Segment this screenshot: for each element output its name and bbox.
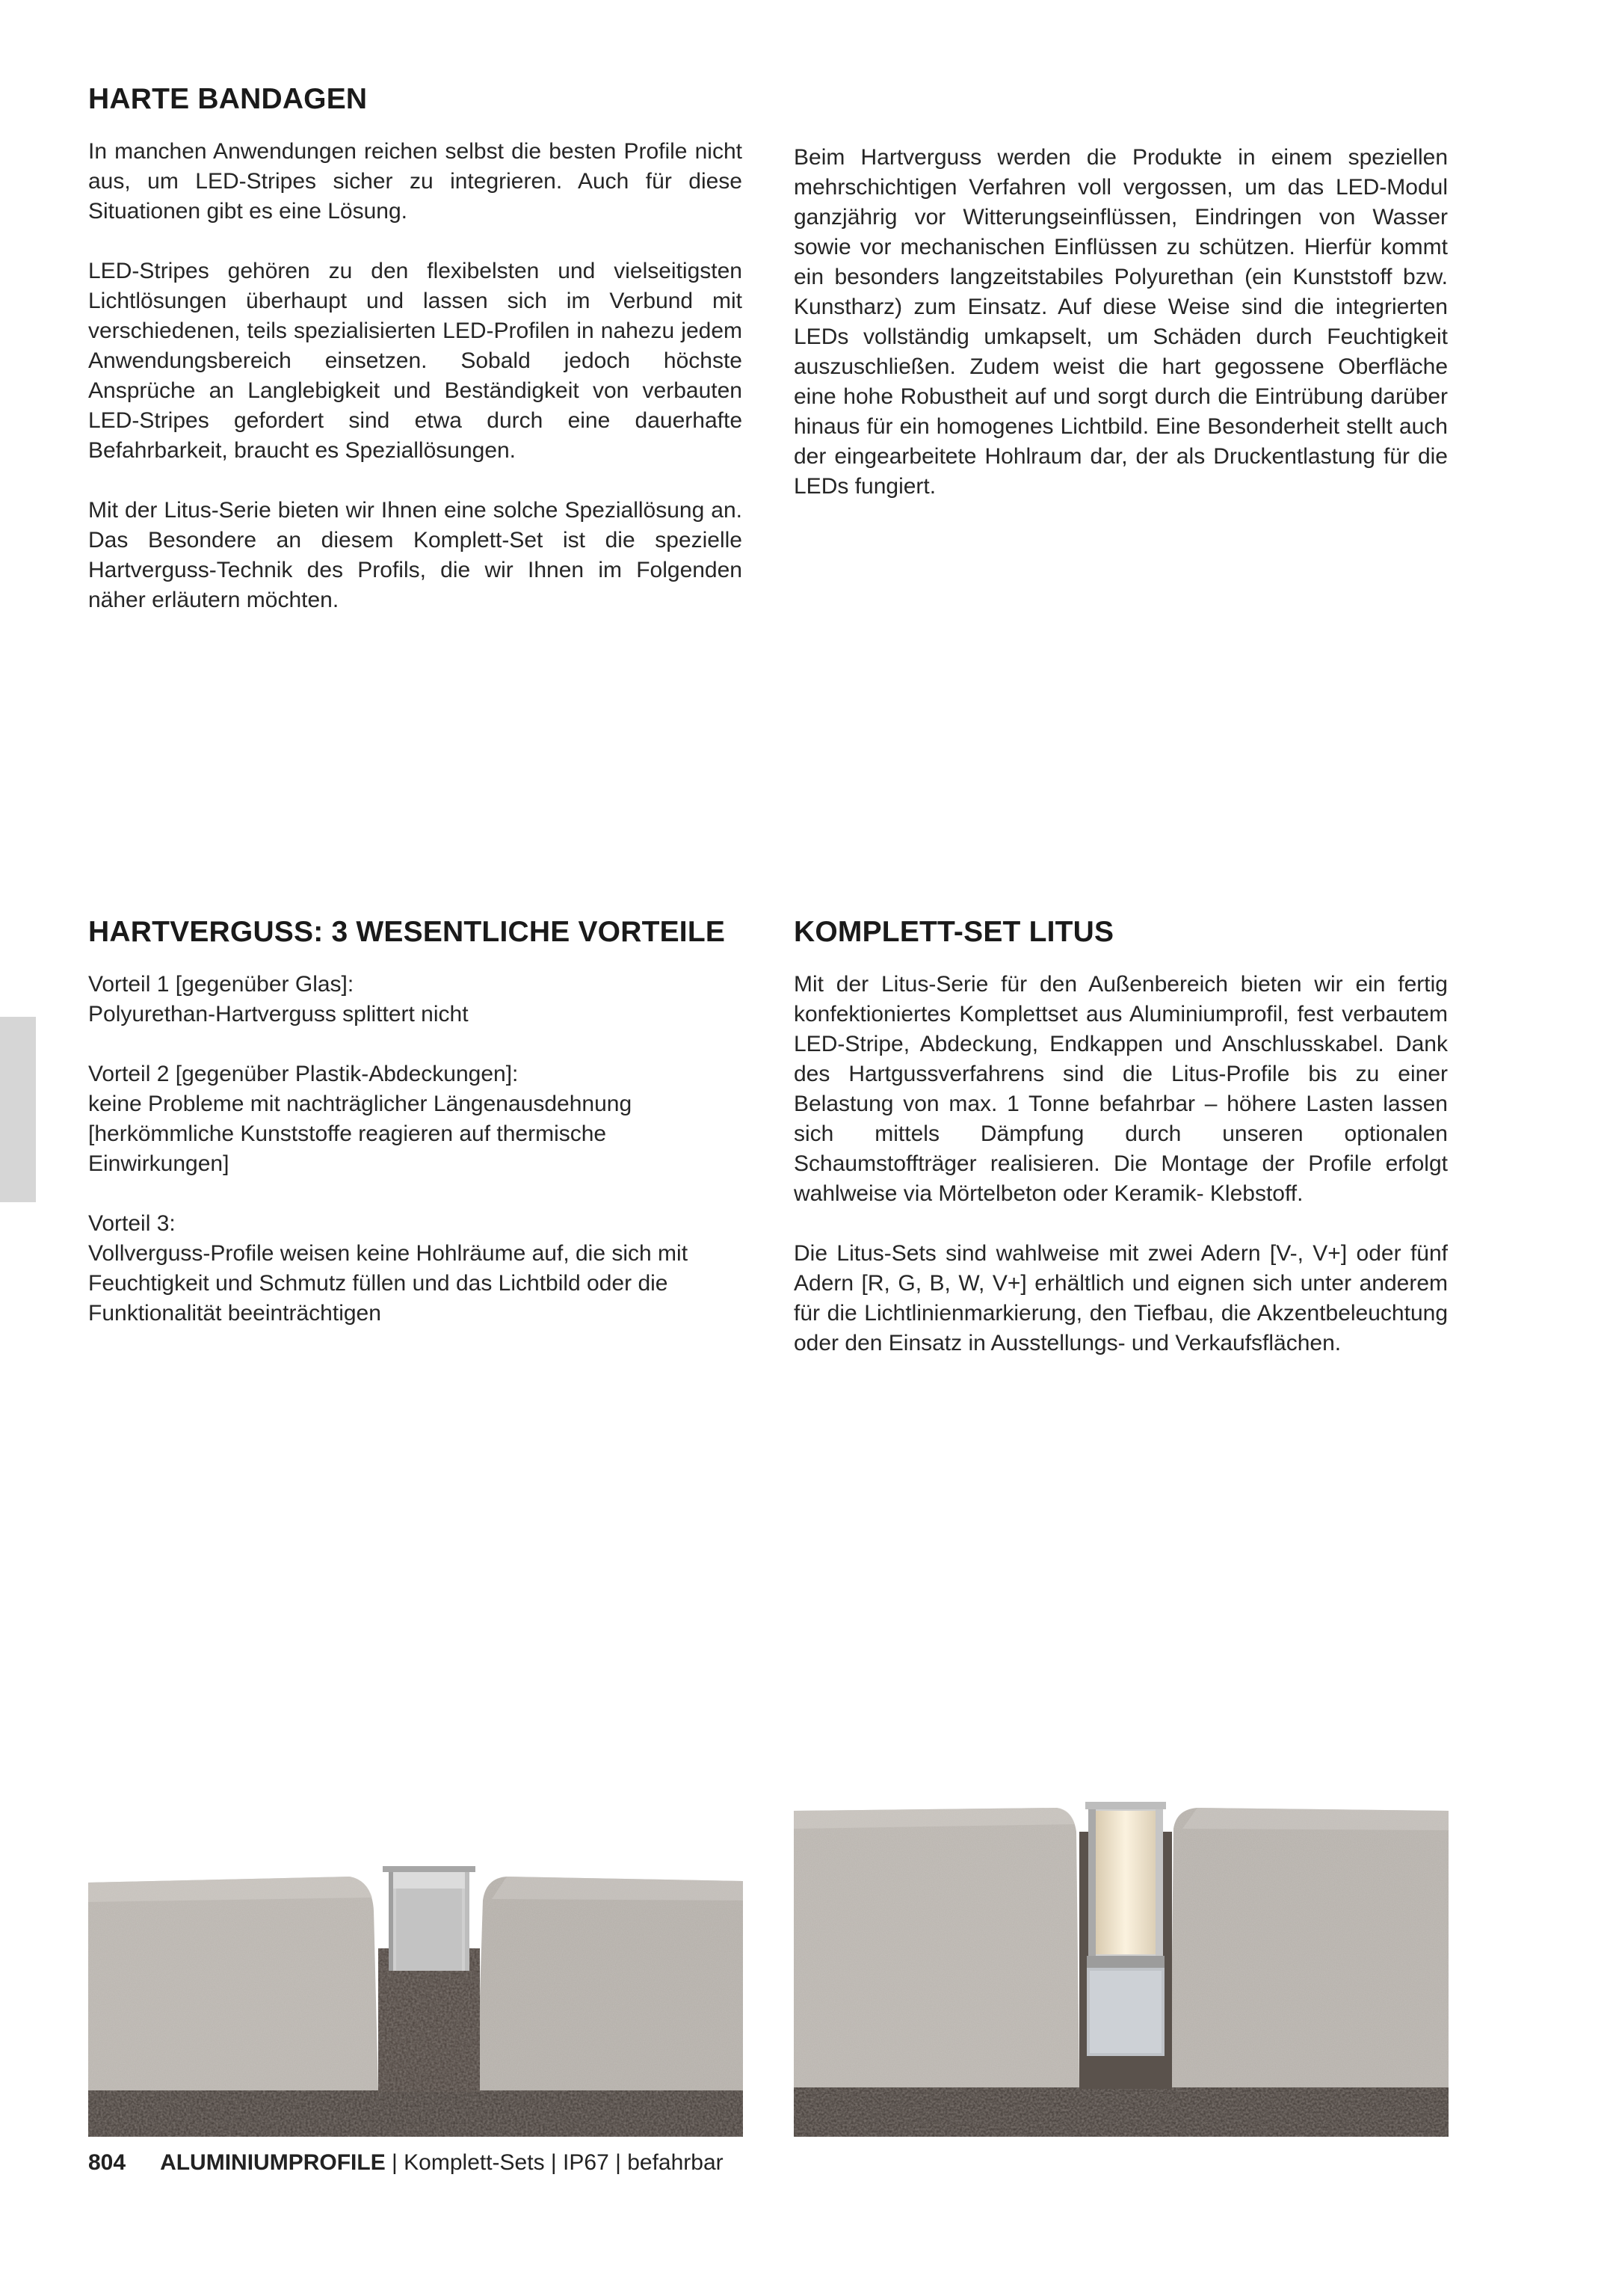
komplett-set-para-2: Die Litus-Sets sind wahlweise mit zwei Adern [V-, V+] oder fünf Adern [R, G, B, W, V+] erhältlich und eignen sich unter anderem für die Lichtlinienmarkierung, den Tiefbau, die Akzentbeleuchtung oder den Einsatz in Ausstellungs- und Verkaufsflächen. [794,1240,1448,1355]
komplett-set-section [794,915,1448,1358]
chapter-side-tab [0,1017,36,1202]
harte-bandagen-para-3: Mit der Litus-Serie bieten wir Ihnen eine solche Speziallösung an. Das Besondere an diesem Komplett-Set ist die spezielle Hartverguss-Technik des Profils, die wir Ihnen im Folgenden näher erläutern möchten. [88,497,742,612]
vorteil-3-label: Vorteil 3: [88,1210,176,1236]
vorteil-2-text: keine Probleme mit nachträglicher Längenausdehnung [herkömmliche Kunststoffe reagieren auf thermische Einwirkungen] [88,1091,632,1176]
harte-bandagen-para-1: In manchen Anwendungen reichen selbst die besten Profile nicht aus, um LED-Stripes sicher zu integrieren. Auch für diese Situationen gibt es eine Lösung. [88,138,742,224]
vorteil-1-label: Vorteil 1 [gegenüber Glas]: [88,971,354,997]
page-footer [88,2150,724,2176]
photo-profile-unlit [88,1866,743,2137]
vorteile-title: HARTVERGUSS: 3 WESENTLICHE VORTEILE [88,916,726,948]
photo-profile-unlit-drawing [88,1866,743,2137]
komplett-set-para-1: Mit der Litus-Serie für den Außenbereich bieten wir ein fertig konfektioniertes Komplettset aus Aluminiumprofil, fest verbautem LED-Stripe, Abdeckung, Endkappen und Anschlusskabel. Dank des Hartgussverfahrens sind die Litus-Profile bis zu einer Belastung von max. 1 Tonne befahrbar – höhere Lasten lassen sich mittels Dämpfung durch unseren optionalen Schaumstoffträger realisieren. Die Montage der Profile erfolgt wahlweise via Mörtelbeton oder Keramik- Klebstoff. [794,971,1448,1206]
photo-profile-lit-drawing [794,1802,1449,2137]
harte-bandagen-right [794,143,1448,502]
vorteil-3-text: Vollverguss-Profile weisen keine Hohlräume auf, die sich mit Feuchtigkeit und Schmutz füllen und das Lichtbild oder die Funktionalität beeinträchtigen [88,1240,688,1326]
vorteile-section [88,915,742,1329]
komplett-set-title: KOMPLETT-SET LITUS [794,916,1114,948]
footer-section: ALUMINIUMPROFILE [160,2150,386,2175]
harte-bandagen-title: HARTE BANDAGEN [88,83,368,115]
hartverguss-description: Beim Hartverguss werden die Produkte in einem speziellen mehrschichtigen Verfahren voll vergossen, um das LED-Modul ganzjährig vor Witterungseinflüssen, Eindringen von Wasser sowie vor mechanischen Einflüssen zu schützen. Hierfür kommt ein besonders langzeitstabiles Polyurethan (ein Kunststoff bzw. Kunstharz) zum Einsatz. Auf diese Weise sind die integrierten LEDs vollständig umkapselt, um Schäden durch Feuchtigkeit auszuschließen. Zudem weist die hart gegossene Oberfläche eine hohe Robustheit auf und sorgt durch die Eintrübung darüber hinaus für ein homogenes Lichtbild. Eine Besonderheit stellt auch der eingearbeitete Hohlraum dar, der als Druckentlastung für die LEDs fungiert. [794,145,1448,499]
page-number: 804 [88,2150,126,2175]
footer-breadcrumb: | Komplett-Sets | IP67 | befahrbar [385,2150,724,2175]
vorteil-1-text: Polyurethan-Hartverguss splittert nicht [88,1001,469,1027]
harte-bandagen-left [88,82,742,615]
photo-profile-lit [794,1802,1449,2137]
harte-bandagen-para-2: LED-Stripes gehören zu den flexibelsten und vielseitigsten Lichtlösungen überhaupt und lassen sich im Verbund mit verschiedenen, teils spezialisierten LED-Profilen in nahezu jedem Anwendungsbereich einsetzen. Sobald jedoch höchste Ansprüche an Langlebigkeit und Beständigkeit von verbauten LED-Stripes gefordert sind etwa durch eine dauerhafte Befahrbarkeit, braucht es Speziallösungen. [88,258,742,463]
vorteil-2-label: Vorteil 2 [gegenüber Plastik-Abdeckungen]: [88,1061,519,1086]
